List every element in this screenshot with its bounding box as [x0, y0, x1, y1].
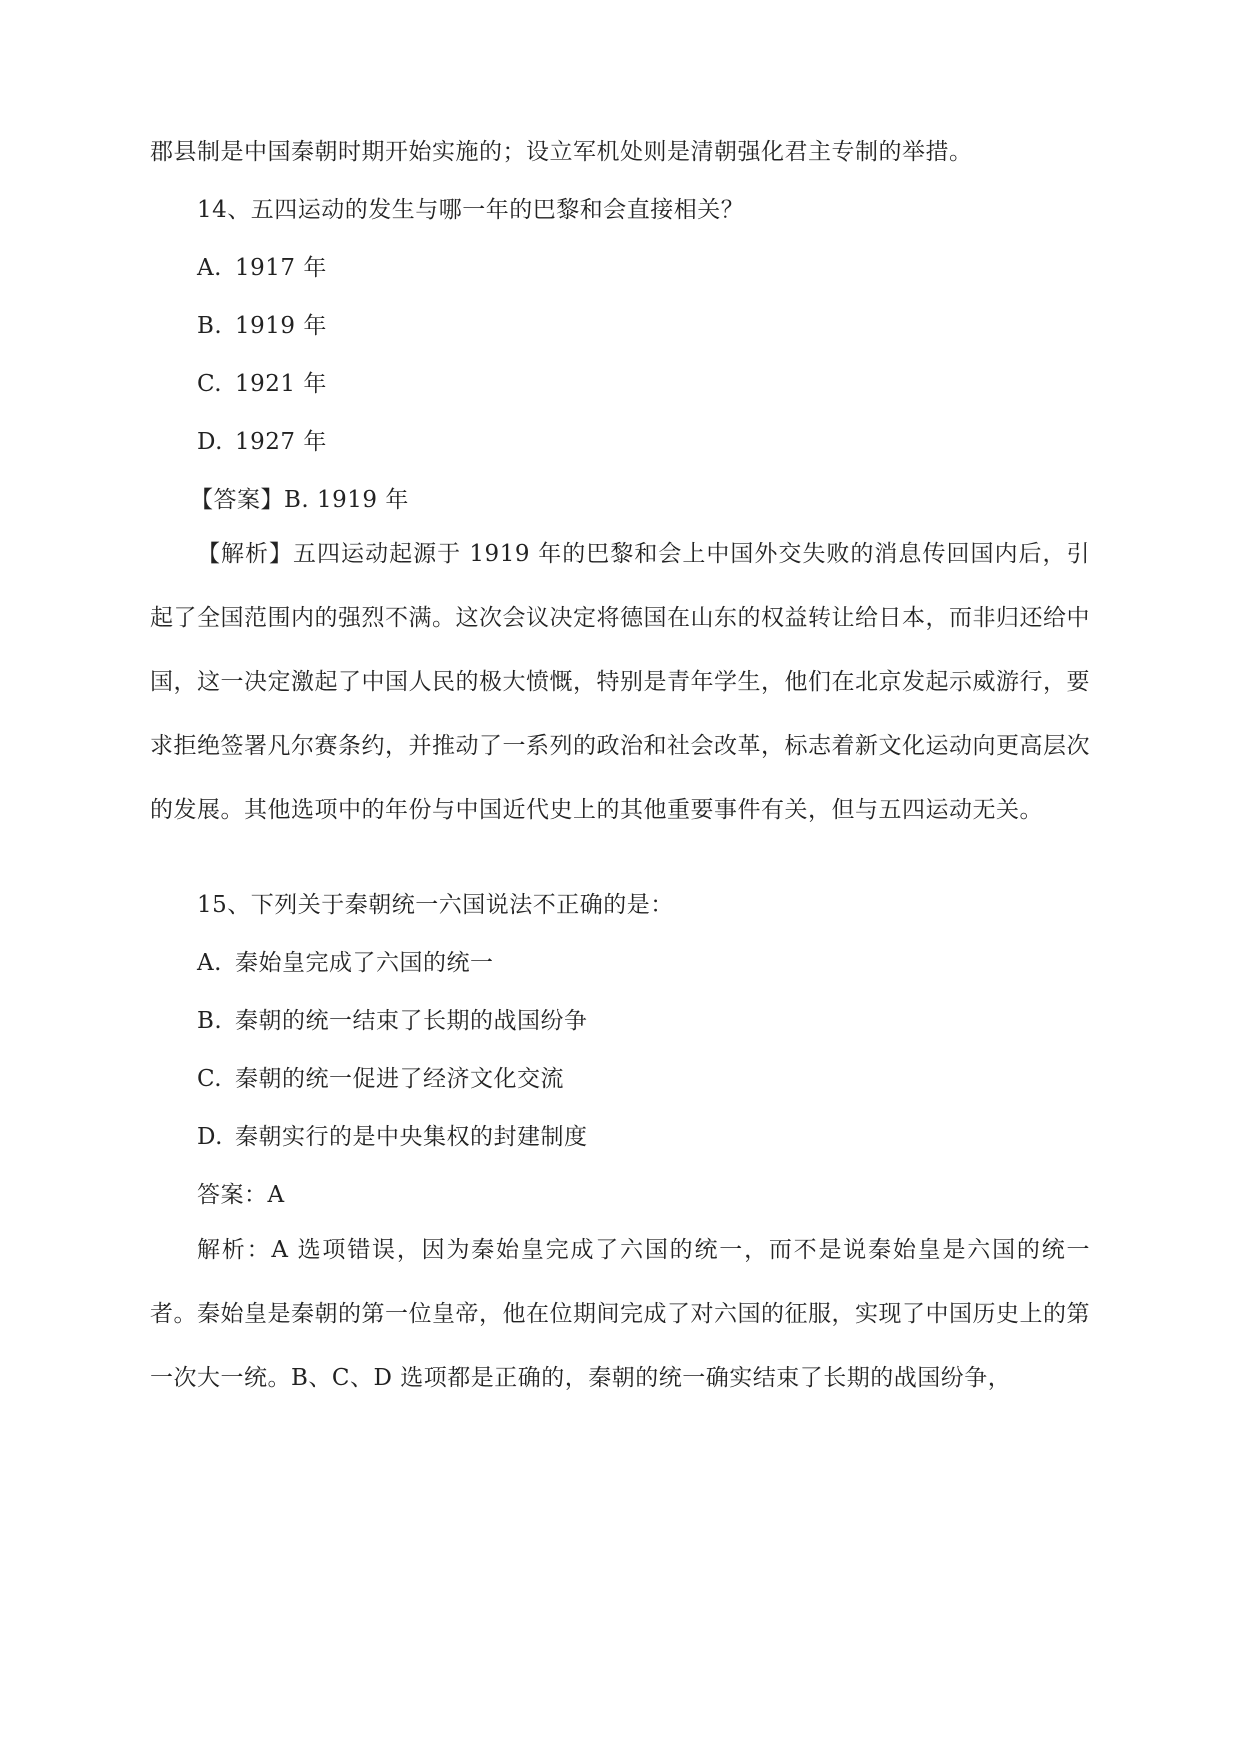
option-text: 1927 年 — [235, 429, 327, 455]
option-text: 秦朝实行的是中央集权的封建制度 — [235, 1124, 588, 1150]
q15-option-d — [197, 1118, 588, 1151]
question-14-text: 14、五四运动的发生与哪一年的巴黎和会直接相关？ — [197, 197, 745, 223]
question-15-text: 15、下列关于秦朝统一六国说法不正确的是： — [197, 892, 674, 918]
option-label: D. — [197, 429, 223, 455]
option-text: 1919 年 — [235, 313, 327, 339]
intro-line: 郡县制是中国秦朝时期开始实施的；设立军机处则是清朝强化君主专制的举措。 — [150, 139, 973, 165]
q15-option-a — [197, 944, 494, 977]
q15-answer: 答案：A — [197, 1182, 285, 1208]
q14-answer: 【答案】B. 1919 年 — [190, 487, 409, 513]
option-text: 秦朝的统一结束了长期的战国纷争 — [235, 1008, 588, 1034]
option-label: C. — [197, 371, 223, 397]
option-label: D. — [197, 1124, 223, 1150]
q14-option-d — [197, 423, 327, 456]
q15-analysis: 解析：A 选项错误，因为秦始皇完成了六国的统一，而不是说秦始皇是六国的统一者。秦始皇是秦朝的第一位皇帝，他在位期间完成了对六国的征服，实现了中国历史上的第一次大一统。B、C、D 选项都是正确的，秦朝的统一确实结束了长期的战国纷争， — [150, 1237, 1090, 1391]
q14-option-b — [197, 307, 327, 340]
option-text: 秦始皇完成了六国的统一 — [235, 950, 494, 976]
option-label: B. — [197, 1008, 223, 1034]
q15-option-b — [197, 1002, 588, 1035]
option-label: B. — [197, 313, 223, 339]
option-text: 秦朝的统一促进了经济文化交流 — [235, 1066, 564, 1092]
option-label: A. — [197, 255, 222, 281]
q14-option-a — [197, 249, 327, 282]
option-label: A. — [197, 950, 222, 976]
q15-option-c — [197, 1060, 564, 1093]
option-text: 1921 年 — [235, 371, 327, 397]
option-label: C. — [197, 1066, 223, 1092]
q14-analysis: 【解析】五四运动起源于 1919 年的巴黎和会上中国外交失败的消息传回国内后，引起了全国范围内的强烈不满。这次会议决定将德国在山东的权益转让给日本，而非归还给中国，这一决定激起了中国人民的极大愤慨，特别是青年学生，他们在北京发起示威游行，要求拒绝签署凡尔赛条约，并推动了一系列的政治和社会改革，标志着新文化运动向更高层次的发展。其他选项中的年份与中国近代史上的其他重要事件有关，但与五四运动无关。 — [150, 541, 1090, 823]
option-text: 1917 年 — [235, 255, 327, 281]
q14-option-c — [197, 365, 327, 398]
